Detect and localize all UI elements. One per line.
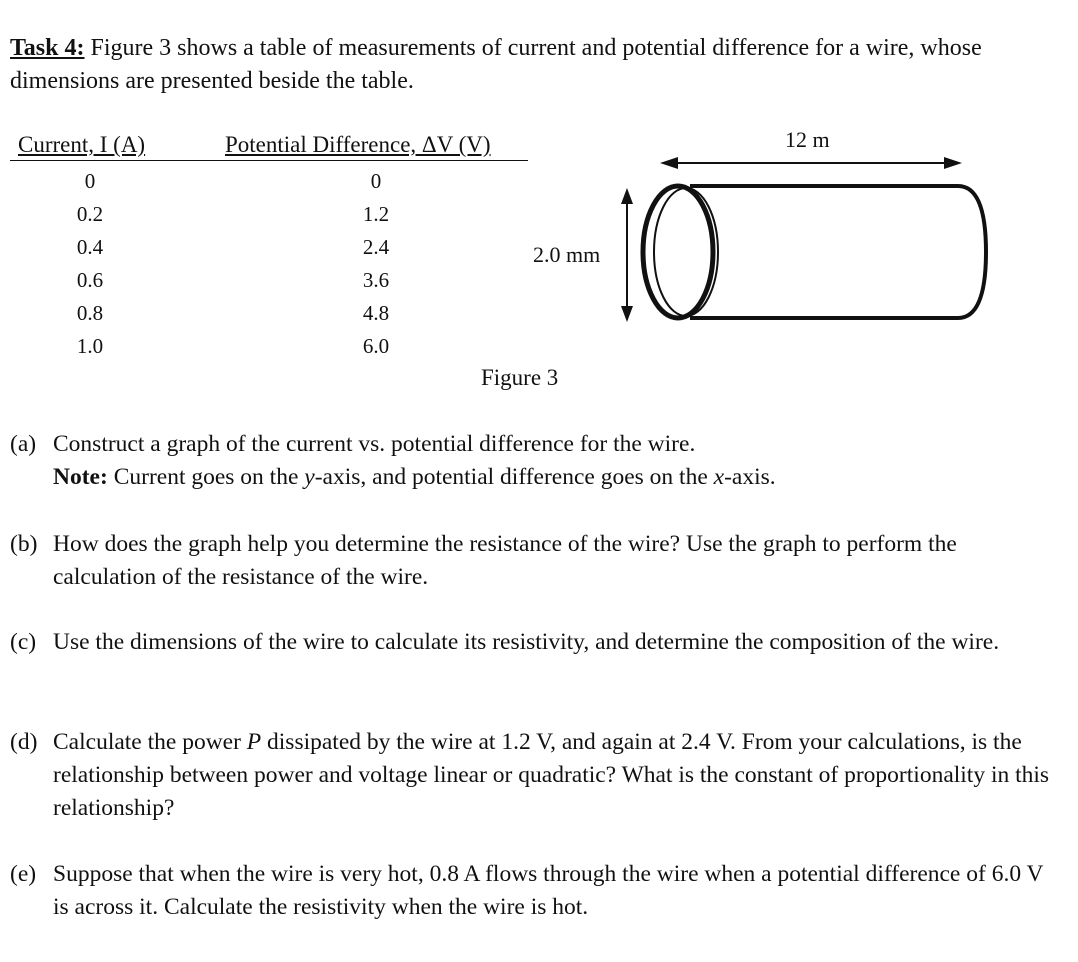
cell-voltage-1: 1.2	[362, 202, 390, 226]
question-c	[10, 626, 1060, 659]
task-intro	[10, 32, 1070, 98]
diameter-label: 2.0 mm	[533, 242, 601, 267]
question-a-note	[53, 461, 1060, 494]
power-var: P	[246, 729, 262, 755]
question-b-text: How does the graph help you determine the resistance of the wire? Use the graph to perform the calculation of the resistance of the wire.	[53, 531, 957, 590]
question-d-label: (d)	[10, 729, 38, 755]
cell-voltage-4: 4.8	[362, 301, 390, 325]
question-a-text: Construct a graph of the current vs. potential difference for the wire.	[53, 431, 696, 457]
question-d-text-2: dissipated by the wire at 1.2 V, and again at 2.4 V. From your calculations, is the relationship between power and voltage linear or quadratic? What is the constant of proportionality in this relationship?	[53, 729, 1050, 821]
question-d-text-1: Calculate the power	[53, 729, 247, 755]
question-e-label: (e)	[10, 861, 37, 887]
cell-voltage-0: 0	[370, 169, 382, 193]
note-x-var: x	[713, 464, 725, 490]
wire-diagram	[600, 150, 1000, 330]
length-arrow	[660, 157, 962, 169]
cell-voltage-2: 2.4	[362, 235, 390, 259]
diameter-arrow	[621, 188, 633, 322]
header-current: Current, I (A)	[18, 132, 146, 157]
note-text-3: -axis.	[724, 464, 776, 490]
question-a-label: (a)	[10, 431, 37, 457]
note-label: Note:	[53, 464, 108, 490]
length-label: 12 m	[785, 127, 830, 152]
figure-caption: Figure 3	[481, 365, 559, 390]
cell-current-0: 0	[84, 169, 96, 193]
note-text-1: Current goes on the	[107, 464, 305, 490]
header-voltage: Potential Difference, ΔV (V)	[225, 132, 491, 157]
wire-cylinder	[643, 186, 986, 318]
question-e-text: Suppose that when the wire is very hot, 0.8 A flows through the wire when a potential difference of 6.0 V is across it. Calculate the resistivity when the wire is hot.	[53, 861, 1044, 920]
question-b-label: (b)	[10, 531, 38, 557]
cell-current-5: 1.0	[76, 334, 104, 358]
cell-voltage-3: 3.6	[362, 268, 390, 292]
note-y-var: y	[304, 464, 315, 490]
task-intro-text: Figure 3 shows a table of measurements of current and potential difference for a wire, whose dimensions are presented beside the table.	[10, 35, 982, 94]
question-c-label: (c)	[10, 629, 37, 655]
cell-current-2: 0.4	[76, 235, 104, 259]
cell-voltage-5: 6.0	[362, 334, 390, 358]
question-d-text	[53, 726, 1060, 825]
cell-current-3: 0.6	[76, 268, 104, 292]
question-a	[10, 428, 1060, 494]
cell-current-1: 0.2	[76, 202, 104, 226]
note-text-2: -axis, and potential difference goes on the	[314, 464, 714, 490]
question-e	[10, 858, 1060, 924]
question-c-text: Use the dimensions of the wire to calculate its resistivity, and determine the composition of the wire.	[53, 629, 1000, 655]
task-label: Task 4:	[10, 35, 85, 61]
cell-current-4: 0.8	[76, 301, 104, 325]
question-d	[10, 726, 1060, 825]
question-b	[10, 528, 1060, 594]
header-rule	[10, 160, 528, 161]
